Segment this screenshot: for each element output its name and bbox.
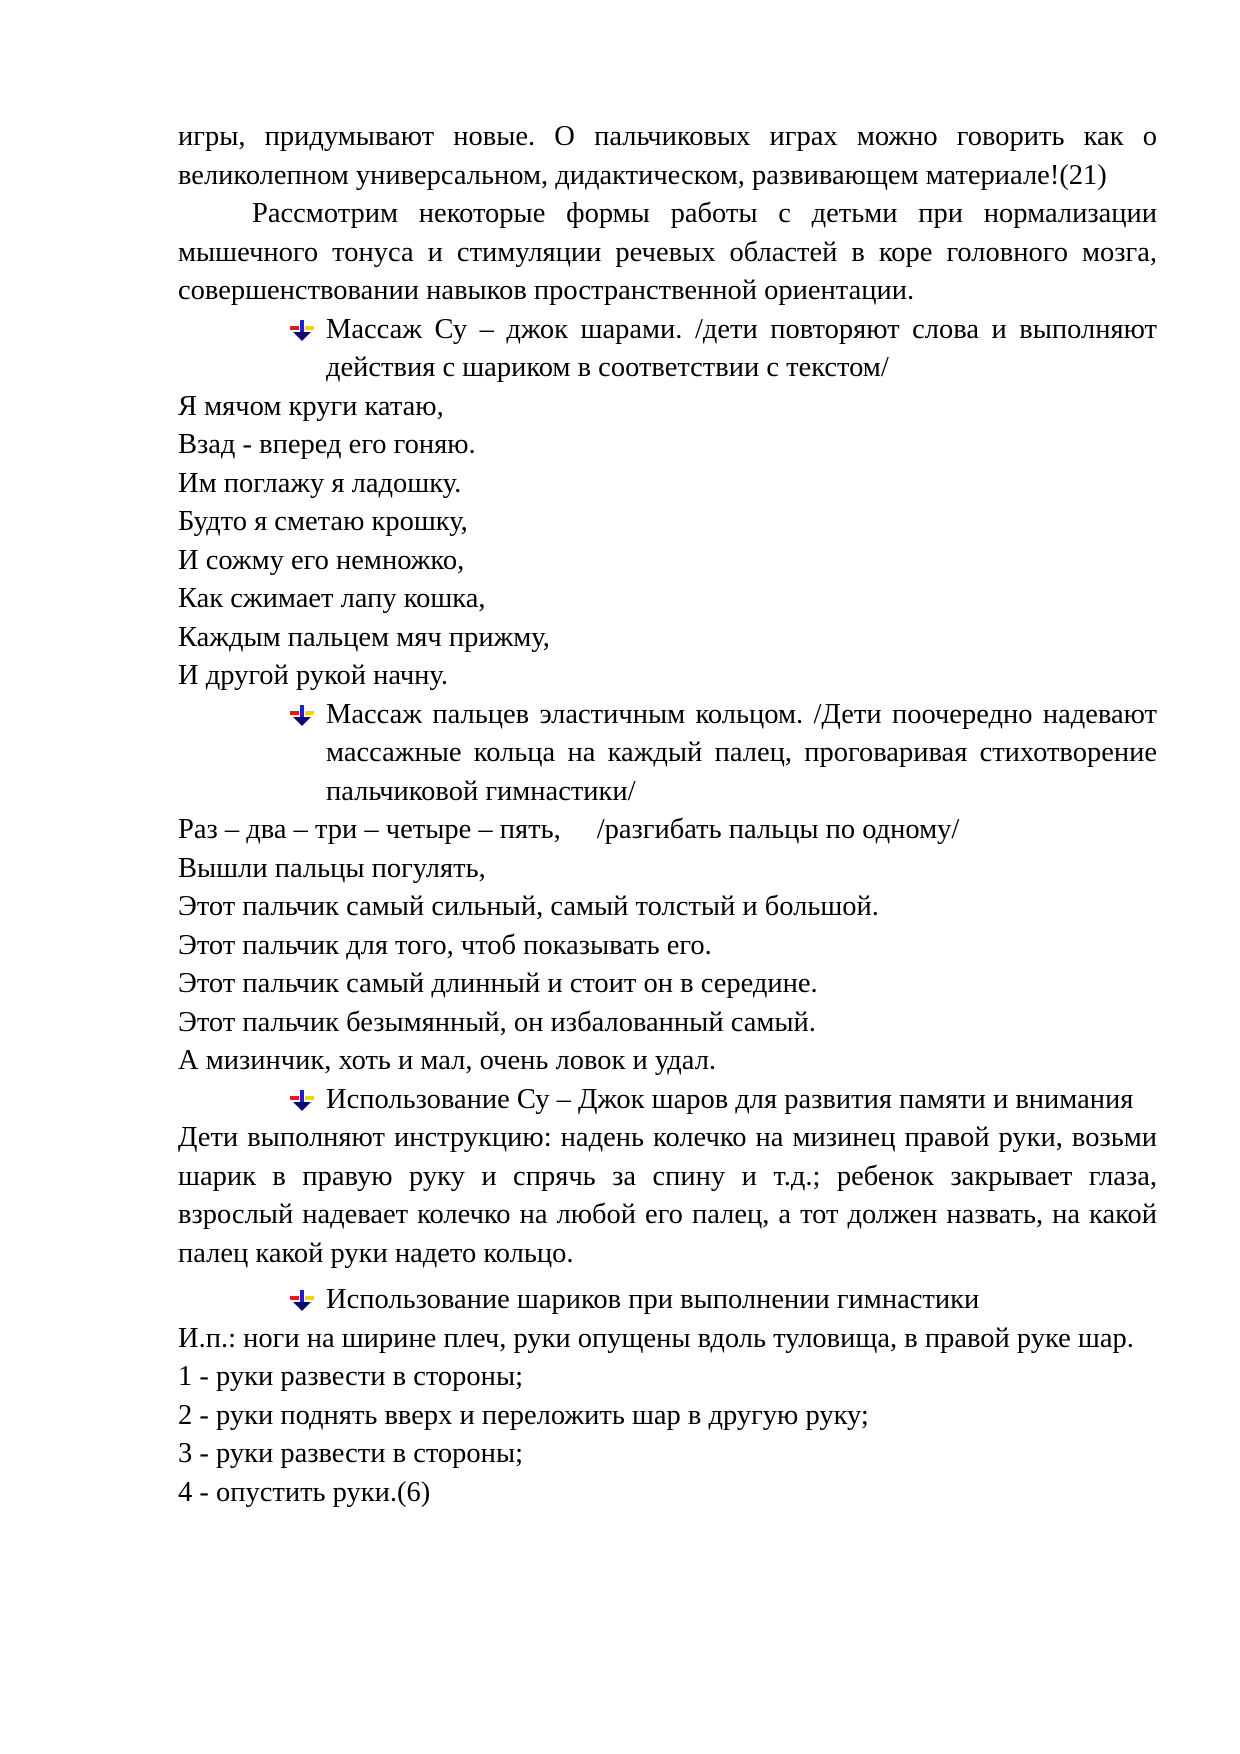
arrow-down-bullet-icon: [290, 705, 314, 727]
bullet-item-su-jok-massage: [326, 311, 1157, 388]
document-page: [178, 118, 1157, 1512]
bullet-item-gymnastics: [326, 1281, 1157, 1320]
exercise-step: 2 - руки поднять вверх и переложить шар в другую руку;: [178, 1399, 869, 1431]
poem-line: Этот пальчик самый сильный, самый толстый и большой.: [178, 891, 879, 922]
bullet-text: Массаж пальцев эластичным кольцом. /Дети поочередно надевают массажные кольца на каждый палец, проговаривая стихотворение пальчиковой гимнастики/: [326, 698, 1157, 807]
arrow-down-bullet-icon: [290, 1090, 314, 1112]
paragraph-intro-end: игры, придумывают новые. О пальчиковых играх можно говорить как о великолепном универсальном, дидактическом, развивающем материале!(21): [178, 121, 1157, 191]
poem-line: Я мячом круги катаю,: [178, 390, 444, 422]
poem-line: Им поглажу я ладошку.: [178, 467, 462, 499]
poem-line: Взад - вперед его гоняю.: [178, 429, 476, 460]
poem-line: Этот пальчик для того, чтоб показывать его.: [178, 929, 712, 961]
poem-line: Каждым пальцем мяч прижму,: [178, 621, 550, 653]
poem-line: Вышли пальцы погулять,: [178, 852, 486, 884]
poem-line: Как сжимает лапу кошка,: [178, 583, 486, 614]
poem-line: А мизинчик, хоть и мал, очень ловок и удал.: [178, 1045, 717, 1076]
exercise-step: 4 - опустить руки.(6): [178, 1476, 431, 1508]
arrow-down-bullet-icon: [290, 320, 314, 342]
poem-line: Этот пальчик самый длинный и стоит он в середине.: [178, 968, 818, 999]
poem-line: Раз – два – три – четыре – пять,: [178, 814, 561, 845]
poem-line: Этот пальчик безымянный, он избалованный самый.: [178, 1006, 816, 1038]
paragraph-memory-instructions: Дети выполняют инструкцию: надень колечко на мизинец правой руки, возьми шарик в правую руку и спрячь за спину и т.д.; ребенок закрывает глаза, взрослый надевает колечко на любой его палец, а тот должен назвать, на какой палец какой руки надето кольцо.: [178, 1122, 1157, 1269]
arrow-down-bullet-icon: [290, 1290, 314, 1312]
paragraph-starting-position: И.п.: ноги на ширине плеч, руки опущены вдоль туловища, в правой руке шар.: [178, 1322, 1134, 1354]
exercise-step: 1 - руки развести в стороны;: [178, 1361, 524, 1392]
paragraph-forms-of-work: Рассмотрим некоторые формы работы с детьми при нормализации мышечного тонуса и стимуляции речевых областей в коре головного мозга, совершенствовании навыков пространственной ориентации.: [178, 198, 1157, 306]
poem-line: Будто я сметаю крошку,: [178, 506, 468, 537]
poem-note: /разгибать пальцы по одному/: [596, 814, 960, 845]
bullet-item-ring-massage: [326, 696, 1157, 812]
bullet-text: Массаж Су – джок шарами. /дети повторяют слова и выполняют действия с шариком в соответствии с текстом/: [326, 313, 1157, 383]
bullet-text: Использование Су – Джок шаров для развития памяти и внимания: [326, 1083, 1134, 1115]
poem-line-with-note: [178, 811, 1157, 850]
poem-line: И сожму его немножко,: [178, 544, 465, 576]
poem-line: И другой рукой начну.: [178, 660, 448, 691]
bullet-item-memory-attention: [326, 1081, 1157, 1120]
exercise-step: 3 - руки развести в стороны;: [178, 1438, 524, 1469]
bullet-text: Использование шариков при выполнении гимнастики: [326, 1284, 980, 1315]
